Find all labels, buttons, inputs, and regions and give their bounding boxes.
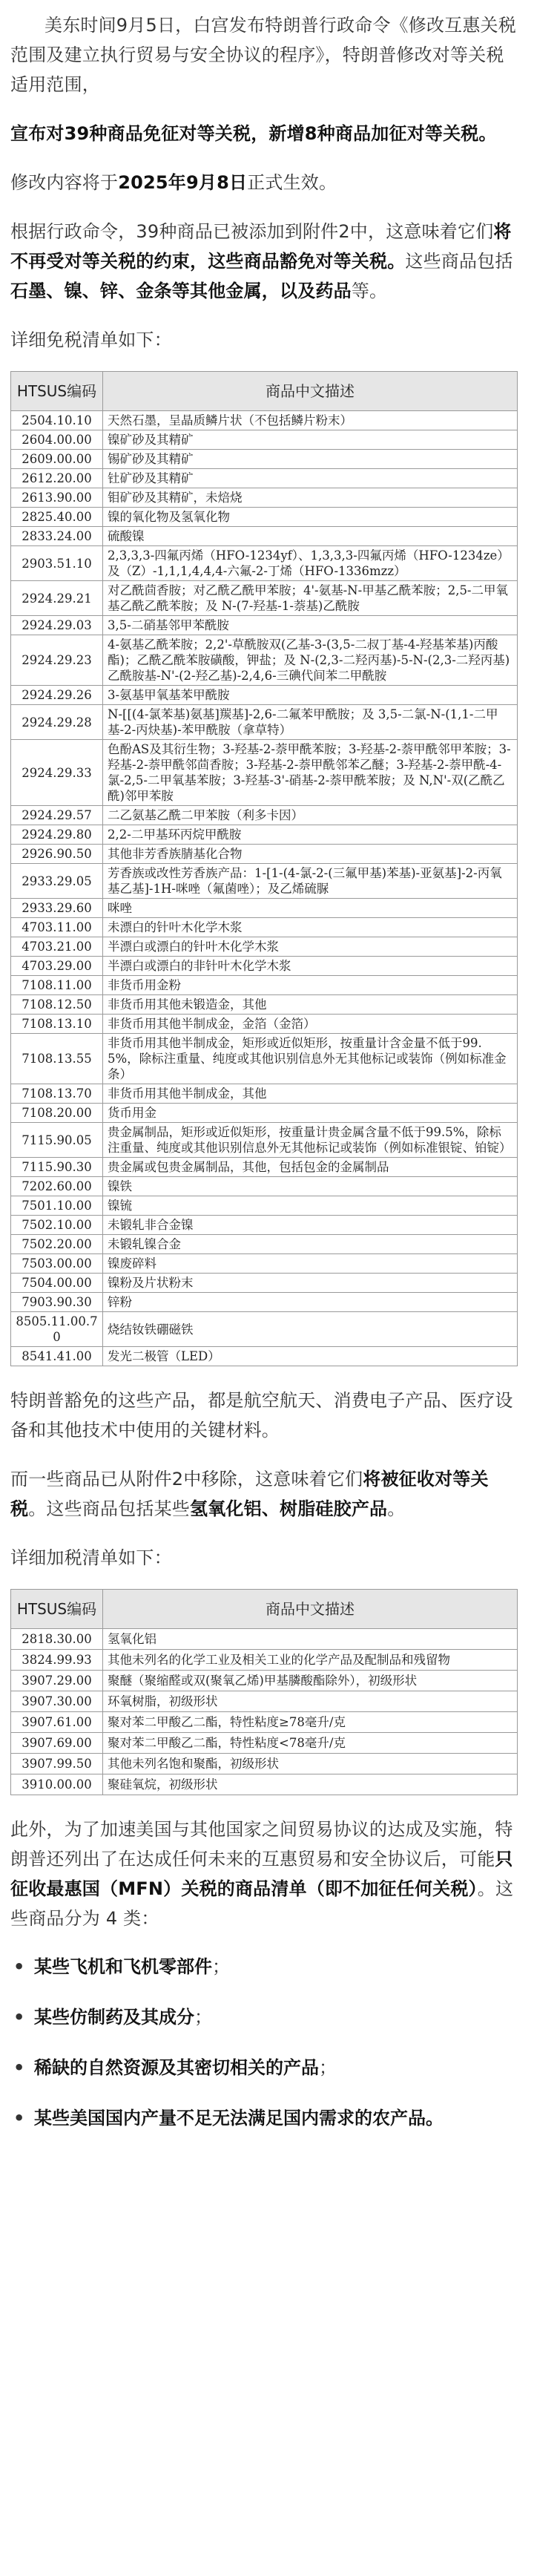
category-item: [13, 2054, 518, 2082]
htsus-code-cell: 3907.30.00: [11, 1691, 103, 1712]
description-cell: 未漂白的针叶木化学木浆: [103, 918, 518, 937]
bullet-icon: •: [13, 2057, 25, 2078]
htsus-code-cell: 2924.29.21: [11, 581, 103, 616]
table-row: [11, 1084, 518, 1104]
header-code: HTSUS编码: [11, 1590, 103, 1629]
table-row: [11, 1158, 518, 1177]
category-label: 某些美国国内产量不足无法满足国内需求的农产品。: [34, 2108, 444, 2128]
description-cell: 咪唑: [103, 899, 518, 918]
description-cell: 发光二极管（LED）: [103, 1347, 518, 1366]
removed-text-c: 。这些商品包括某些: [28, 1498, 191, 1519]
table-row: [11, 450, 518, 469]
description-cell: 4-氨基乙酰苯胺；2,2'-草酰胺双(乙基-3-(3,5-二叔丁基-4-羟基苯基)丙酸酯)；乙酰乙酰苯胺磺酸，钾盐；及 N-(2,3-二羟丙基)-5-N-(2,3-二羟丙基)乙酰胺基-N'-(2-羟乙基)-2,4,6-三碘代间苯二甲酰胺: [103, 635, 518, 686]
description-cell: 货币用金: [103, 1104, 518, 1123]
mfn-text-a: 此外，为了加速美国与其他国家之间贸易协议的达成及实施，特朗普还列出了在达成任何未来的互惠贸易和安全协议后，可能: [10, 1819, 513, 1869]
description-cell: 二乙氨基乙酰二甲苯胺（利多卡因）: [103, 806, 518, 825]
htsus-code-cell: 7108.13.10: [11, 1015, 103, 1034]
intro-paragraph: [10, 10, 518, 99]
critical-materials-paragraph: [10, 1386, 518, 1445]
table-row: [11, 1691, 518, 1712]
table-row: [11, 864, 518, 899]
removed-paragraph: [10, 1464, 518, 1524]
description-cell: 硫酸镍: [103, 527, 518, 546]
description-cell: 其他未列名的化学工业及相关工业的化学产品及配制品和残留物: [103, 1650, 518, 1671]
table-row: [11, 1733, 518, 1754]
description-cell: 镍粉及片状粉末: [103, 1274, 518, 1293]
exemption-text-c: 这些商品包括: [405, 251, 513, 272]
category-item: [13, 2003, 518, 2031]
table-row: [11, 1671, 518, 1691]
table-row: [11, 635, 518, 686]
category-suffix: ；: [212, 1956, 230, 1977]
table-row: [11, 1293, 518, 1312]
description-cell: 半漂白或漂白的针叶木化学木浆: [103, 937, 518, 957]
htsus-code-cell: 2924.29.33: [11, 740, 103, 806]
mfn-text-c: 。这些商品分为 4 类：: [10, 1878, 514, 1929]
description-cell: 锡矿砂及其精矿: [103, 450, 518, 469]
category-label: 某些飞机和飞机零部件: [34, 1956, 212, 1977]
htsus-code-cell: 2924.29.57: [11, 806, 103, 825]
bullet-icon: •: [13, 2108, 25, 2128]
description-cell: 氢氧化铝: [103, 1629, 518, 1650]
description-cell: 钼矿砂及其精矿，未焙烧: [103, 488, 518, 508]
htsus-code-cell: 2924.29.03: [11, 616, 103, 635]
exemption-table: [10, 371, 518, 1366]
header-description: 商品中文描述: [103, 1590, 518, 1629]
htsus-code-cell: 7502.20.00: [11, 1235, 103, 1254]
table-row: [11, 1034, 518, 1084]
category-item: [13, 2104, 518, 2132]
htsus-code-cell: 2833.24.00: [11, 527, 103, 546]
table-row: [11, 705, 518, 740]
htsus-code-cell: 4703.29.00: [11, 957, 103, 976]
htsus-code-cell: 2933.29.05: [11, 864, 103, 899]
exemption-list-heading: [10, 325, 518, 355]
description-cell: 聚对苯二甲酸乙二酯，特性粘度≥78毫升/克: [103, 1712, 518, 1733]
table-row: [11, 740, 518, 806]
table-row: [11, 1629, 518, 1650]
description-cell: 贵金属或包贵金属制品，其他，包括包金的金属制品: [103, 1158, 518, 1177]
bullet-icon: •: [13, 2007, 25, 2028]
description-cell: 其他非芳香族腈基化合物: [103, 845, 518, 864]
table-row: [11, 546, 518, 581]
htsus-code-cell: 2926.90.50: [11, 845, 103, 864]
removed-text-b: 将被征收对等关税: [10, 1469, 489, 1519]
description-cell: 聚对苯二甲酸乙二酯，特性粘度<78毫升/克: [103, 1733, 518, 1754]
effective-date-paragraph: [10, 168, 518, 197]
category-label: 稀缺的自然资源及其密切相关的产品: [34, 2057, 319, 2078]
category-suffix: ；: [194, 2007, 212, 2028]
htsus-code-cell: 7115.90.30: [11, 1158, 103, 1177]
headline-paragraph: [10, 119, 518, 148]
table-row: [11, 508, 518, 527]
htsus-code-cell: 7108.11.00: [11, 976, 103, 995]
description-cell: 其他未列名饱和聚酯，初级形状: [103, 1754, 518, 1774]
description-cell: 镍废碎料: [103, 1254, 518, 1274]
exemption-paragraph: [10, 217, 518, 306]
table-row: [11, 488, 518, 508]
table-row: [11, 1347, 518, 1366]
description-cell: 对乙酰茴香胺；对乙酰乙酰甲苯胺；4'-氨基-N-甲基乙酰苯胺；2,5-二甲氧基乙酰乙酰苯胺；及 N-(7-羟基-1-萘基)乙酰胺: [103, 581, 518, 616]
category-label: 某些仿制药及其成分: [34, 2007, 194, 2028]
htsus-code-cell: 3824.99.93: [11, 1650, 103, 1671]
htsus-code-cell: 2604.00.00: [11, 430, 103, 450]
description-cell: 非货币用其他未锻造金，其他: [103, 995, 518, 1015]
removed-text-d: 氢氧化铝、树脂硅胶产品: [190, 1498, 388, 1519]
htsus-code-cell: 2924.29.26: [11, 686, 103, 705]
description-cell: 锌粉: [103, 1293, 518, 1312]
table-row: [11, 527, 518, 546]
htsus-code-cell: 7108.12.50: [11, 995, 103, 1015]
table-row: [11, 1274, 518, 1293]
table-row: [11, 1123, 518, 1158]
removed-text-a: 而一些商品已从附件2中移除，这意味着它们: [10, 1469, 363, 1489]
htsus-code-cell: 7108.13.55: [11, 1034, 103, 1084]
category-suffix: ；: [319, 2057, 337, 2078]
critical-materials-text: 特朗普豁免的这些产品，都是航空航天、消费电子产品、医疗设备和其他技术中使用的关键材料。: [10, 1390, 513, 1441]
htsus-code-cell: 2609.00.00: [11, 450, 103, 469]
exemption-list-heading-text: 详细免税清单如下：: [10, 330, 172, 350]
table-row: [11, 686, 518, 705]
htsus-code-cell: 7108.20.00: [11, 1104, 103, 1123]
htsus-code-cell: 2825.40.00: [11, 508, 103, 527]
description-cell: 烧结钕铁硼磁铁: [103, 1312, 518, 1347]
table-row: [11, 1712, 518, 1733]
intro-text: 美东时间9月5日，白宫发布特朗普行政命令《修改互惠关税范围及建立执行贸易与安全协议的程序》，特朗普修改对等关税适用范围，: [10, 15, 516, 95]
table-row: [11, 1177, 518, 1196]
table-row: [11, 845, 518, 864]
table-row: [11, 1650, 518, 1671]
description-cell: 贵金属制品，矩形或近似矩形，按重量计贵金属含量不低于99.5%，除标注重量、纯度或其他识别信息外无其他标记或装饰（例如标准银锭、铂锭）: [103, 1123, 518, 1158]
exemption-text-b: 将不再受对等关税的约束，这些商品豁免对等关税。: [10, 221, 512, 272]
header-code: HTSUS编码: [11, 372, 103, 411]
headline-text: 宣布对39种商品免征对等关税，新增8种商品加征对等关税。: [10, 123, 497, 144]
htsus-code-cell: 7202.60.00: [11, 1177, 103, 1196]
table-row: [11, 411, 518, 430]
table-row: [11, 995, 518, 1015]
tariff-table-body: [11, 1629, 518, 1795]
exemption-table-header: [11, 372, 518, 411]
htsus-code-cell: 7504.00.00: [11, 1274, 103, 1293]
effective-text-a: 修改内容将于: [10, 172, 119, 193]
table-row: [11, 1774, 518, 1795]
exemption-text-d: 石墨、镍、锌、金条等其他金属，以及药品: [10, 281, 352, 301]
description-cell: 镍矿砂及其精矿: [103, 430, 518, 450]
htsus-code-cell: 2903.51.10: [11, 546, 103, 581]
table-row: [11, 825, 518, 845]
htsus-code-cell: 7501.10.00: [11, 1196, 103, 1216]
description-cell: 半漂白或漂白的非针叶木化学木浆: [103, 957, 518, 976]
table-row: [11, 918, 518, 937]
description-cell: N-[[(4-氯苯基)氨基]羰基]-2,6-二氟苯甲酰胺；及 3,5-二氯-N-(1,1-二甲基-2-丙炔基)-苯甲酰胺（拿草特）: [103, 705, 518, 740]
htsus-code-cell: 2924.29.80: [11, 825, 103, 845]
htsus-code-cell: 4703.21.00: [11, 937, 103, 957]
description-cell: 2,2-二甲基环丙烷甲酰胺: [103, 825, 518, 845]
exemption-table-body: [11, 411, 518, 1366]
description-cell: 环氧树脂，初级形状: [103, 1691, 518, 1712]
htsus-code-cell: 4703.11.00: [11, 918, 103, 937]
description-cell: 聚醚（聚缩醛或双(聚氧乙烯)甲基膦酸酯除外），初级形状: [103, 1671, 518, 1691]
table-row: [11, 469, 518, 488]
table-row: [11, 1196, 518, 1216]
description-cell: 3,5-二硝基邻甲苯酰胺: [103, 616, 518, 635]
effective-text-c: 正式生效。: [247, 172, 337, 193]
table-row: [11, 976, 518, 995]
removed-text-e: 。: [387, 1498, 406, 1519]
description-cell: 非货币用其他半制成金，金箔（金箔）: [103, 1015, 518, 1034]
header-description: 商品中文描述: [103, 372, 518, 411]
htsus-code-cell: 2613.90.00: [11, 488, 103, 508]
htsus-code-cell: 2818.30.00: [11, 1629, 103, 1650]
table-row: [11, 430, 518, 450]
htsus-code-cell: 7503.00.00: [11, 1254, 103, 1274]
table-row: [11, 1235, 518, 1254]
exemption-text-e: 等。: [351, 281, 388, 301]
table-row: [11, 937, 518, 957]
htsus-code-cell: 3907.99.50: [11, 1754, 103, 1774]
htsus-code-cell: 7903.90.30: [11, 1293, 103, 1312]
table-row: [11, 581, 518, 616]
description-cell: 镍铁: [103, 1177, 518, 1196]
effective-date: 2025年9月8日: [118, 172, 248, 193]
tariff-table-header: [11, 1590, 518, 1629]
htsus-code-cell: 2504.10.10: [11, 411, 103, 430]
htsus-code-cell: 3910.00.00: [11, 1774, 103, 1795]
description-cell: 未锻轧镍合金: [103, 1235, 518, 1254]
description-cell: 天然石墨，呈晶质鳞片状（不包括鳞片粉末）: [103, 411, 518, 430]
bullet-icon: •: [13, 1956, 25, 1977]
htsus-code-cell: 8505.11.00.70: [11, 1312, 103, 1347]
table-row: [11, 1216, 518, 1235]
htsus-code-cell: 3907.69.00: [11, 1733, 103, 1754]
description-cell: 非货币用金粉: [103, 976, 518, 995]
description-cell: 非货币用其他半制成金，其他: [103, 1084, 518, 1104]
tariff-list-heading-text: 详细加税清单如下：: [10, 1547, 172, 1568]
description-cell: 聚硅氧烷，初级形状: [103, 1774, 518, 1795]
htsus-code-cell: 2612.20.00: [11, 469, 103, 488]
table-row: [11, 1754, 518, 1774]
category-item: [13, 1953, 518, 1981]
table-row: [11, 616, 518, 635]
htsus-code-cell: 8541.41.00: [11, 1347, 103, 1366]
mfn-text-b: 只征收最惠国（MFN）关税的商品清单（即不加征任何关税）: [10, 1849, 513, 1899]
description-cell: 2,3,3,3-四氟丙烯（HFO-1234yf）、1,3,3,3-四氟丙烯（HFO-1234ze）及（Z）-1,1,1,4,4,4-六氟-2-丁烯（HFO-1336mzz）: [103, 546, 518, 581]
htsus-code-cell: 2924.29.28: [11, 705, 103, 740]
mfn-paragraph: [10, 1815, 518, 1933]
htsus-code-cell: 7115.90.05: [11, 1123, 103, 1158]
tariff-table: [10, 1589, 518, 1795]
table-row: [11, 1254, 518, 1274]
htsus-code-cell: 7502.10.00: [11, 1216, 103, 1235]
description-cell: 未锻轧非合金镍: [103, 1216, 518, 1235]
table-row: [11, 806, 518, 825]
exemption-text-a: 根据行政命令，39种商品已被添加到附件2中，这意味着它们: [10, 221, 494, 242]
description-cell: 镍的氧化物及氢氧化物: [103, 508, 518, 527]
table-row: [11, 1312, 518, 1347]
description-cell: 非货币用其他半制成金，矩形或近似矩形，按重量计含金量不低于99.5%，除标注重量、纯度或其他识别信息外无其他标记或装饰（例如标准金条）: [103, 1034, 518, 1084]
htsus-code-cell: 3907.61.00: [11, 1712, 103, 1733]
description-cell: 芳香族或改性芳香族产品：1-[1-(4-氯-2-(三氟甲基)苯基)-亚氨基]-2-丙氧基乙基]-1H-咪唑（氟菌唑）；及乙烯硫脲: [103, 864, 518, 899]
htsus-code-cell: 7108.13.70: [11, 1084, 103, 1104]
table-row: [11, 957, 518, 976]
description-cell: 3-氨基甲氧基苯甲酰胺: [103, 686, 518, 705]
table-row: [11, 1104, 518, 1123]
table-row: [11, 899, 518, 918]
tariff-list-heading: [10, 1543, 518, 1573]
category-list: [10, 1953, 518, 2132]
htsus-code-cell: 3907.29.00: [11, 1671, 103, 1691]
description-cell: 镍锍: [103, 1196, 518, 1216]
description-cell: 色酚AS及其衍生物；3-羟基-2-萘甲酰苯胺；3-羟基-2-萘甲酰邻甲苯胺；3-羟基-2-萘甲酰邻茴香胺；3-羟基-2-萘甲酰邻苯乙醚；3-羟基-2-萘甲酰-4-氯-2,5-二甲氧基苯胺；3-羟基-3'-硝基-2-萘甲酰苯胺；及 N,N'-双(乙酰乙酰)邻甲苯胺: [103, 740, 518, 806]
description-cell: 钍矿砂及其精矿: [103, 469, 518, 488]
htsus-code-cell: 2924.29.23: [11, 635, 103, 686]
htsus-code-cell: 2933.29.60: [11, 899, 103, 918]
table-row: [11, 1015, 518, 1034]
